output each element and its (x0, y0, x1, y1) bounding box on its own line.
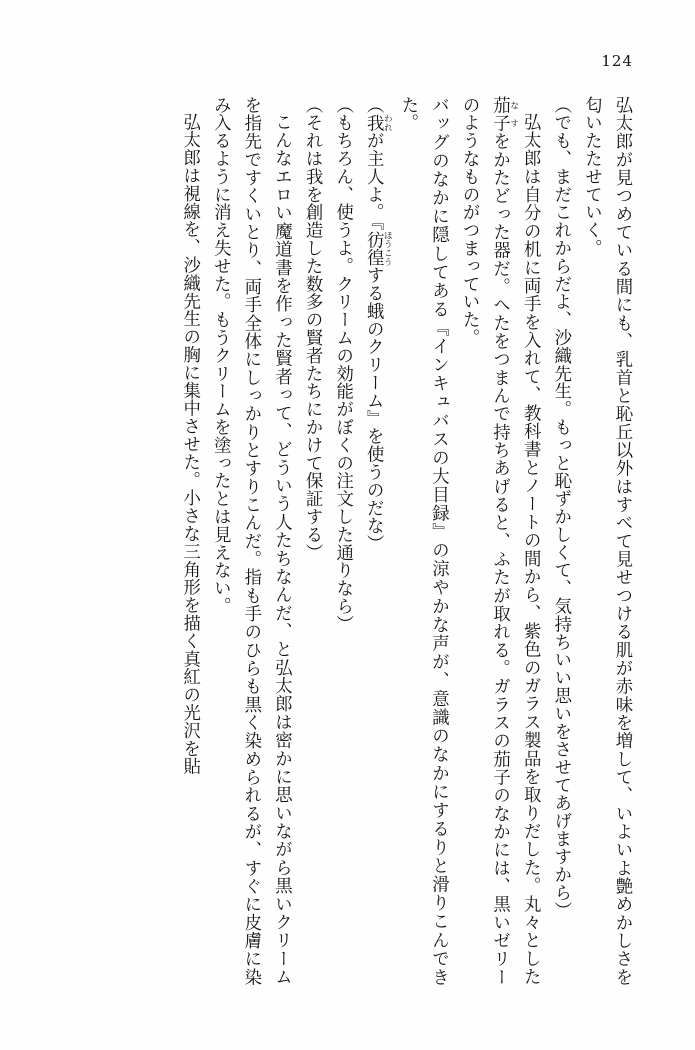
paragraph-8: こんなエロい魔道書を作った賢者って、どういう人たちなんだ、と弘太郎は密かに思いながら黒いクリームを指先ですくいとり、両手全体にしっかりとすりこんだ。指も手のひらも黒く染められるが、すぐに皮膚に染み入るように消え失せた。もうクリームを塗ったとは見えない。 (210, 96, 292, 986)
ruby-houkou: 彷徨 ほうこう (363, 230, 393, 267)
paragraph-1: 弘太郎が見つめている間にも、乳首と恥丘以外はすべて見せつける肌が赤味を増して、いよいよ艶めかしさを匂いたたせていく。 (581, 96, 632, 986)
page-number: 124 (601, 52, 633, 70)
paragraph-7: （それは我を創造した数多の賢者たちにかけて保証する） (302, 96, 323, 562)
paragraph-6: （もちろん、使うよ。クリームの効能がぼくの注文した通りなら） (332, 96, 353, 633)
ruby-nasu: 茄子 なす (489, 96, 519, 133)
paragraph-4: バッグのなかに隠してある『インキュバスの大目録』の涼やかな声が、意識のなかにするりと滑りこんできた。 (397, 96, 449, 986)
paragraph-9: 弘太郎は視線を、沙織先生の胸に集中させた。小さな三角形を描く真紅の光沢を貼 (179, 113, 200, 776)
ruby-ware: 我 われ (363, 113, 393, 132)
page-body-text (56, 96, 637, 986)
paragraph-2: （でも、まだこれからだよ、沙織先生。もっと恥ずかしくて、気持ちいい思いをさせてあげますから） (550, 96, 571, 920)
paragraph-3: 弘太郎は自分の机に両手を入れて、教科書とノートの間から、紫色のガラス製品を取りだした。丸々とした茄子 なすをかたどった器だ。へたをつまんで持ちあげると、ふたが取れる。ガラスの茄子のなかには、黒いゼリーのようなものがつまっていた。 (459, 96, 541, 986)
paragraph-5: （我 われが主人よ。『彷徨 ほうこうする蛾のクリーム』を使うのだな） (363, 96, 393, 553)
